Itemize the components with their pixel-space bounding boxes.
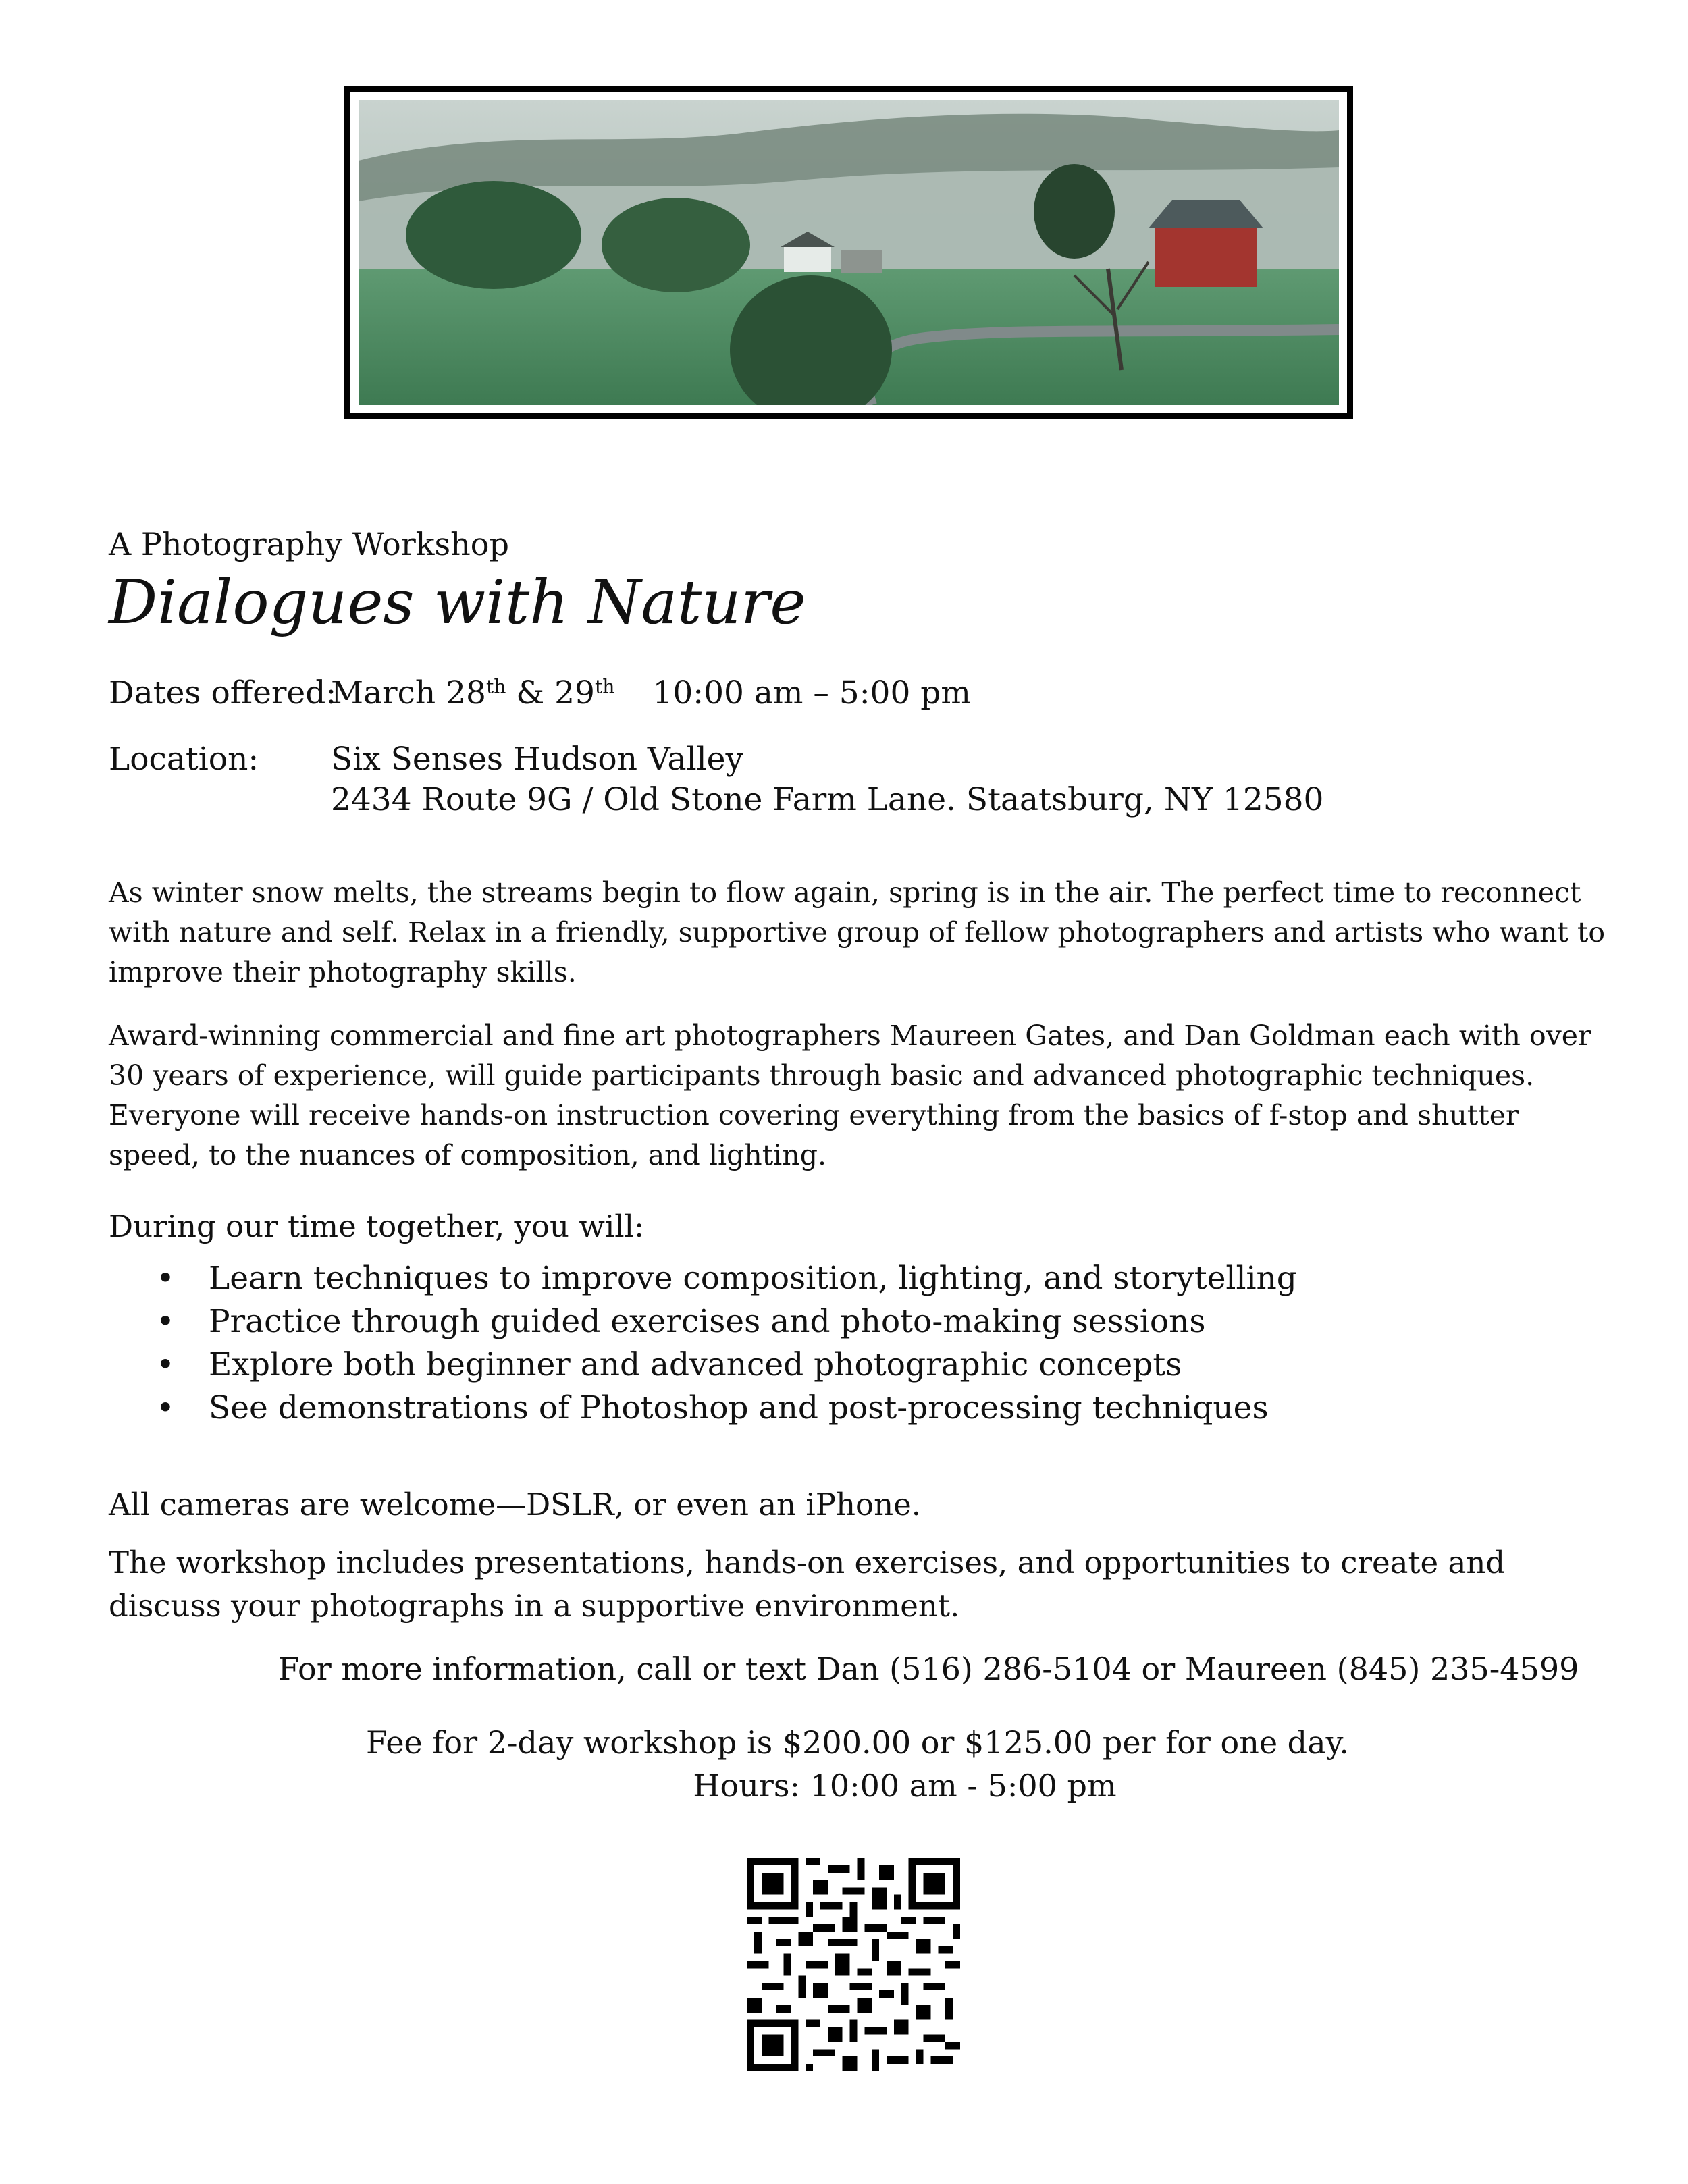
dates-label: Dates offered: — [109, 674, 337, 712]
location-line2: 2434 Route 9G / Old Stone Farm Lane. Staatsburg, NY 12580 — [331, 781, 1324, 818]
date-day1-suffix: th — [485, 675, 506, 698]
landscape-banner-photo — [344, 86, 1353, 419]
list-item: • Practice through guided exercises and photo-making sessions — [109, 1300, 1297, 1343]
bullet-dot: • — [156, 1389, 175, 1427]
during-heading: During our time together, you will: — [109, 1208, 645, 1244]
contact-line: For more information, call or text Dan (516) 286-5104 or Maureen (845) 235-4599 — [278, 1651, 1579, 1687]
date-day2-suffix: th — [594, 675, 615, 698]
qr-code[interactable] — [747, 1858, 960, 2071]
page-title: Dialogues with Nature — [109, 567, 806, 638]
workshop-kicker: A Photography Workshop — [109, 526, 509, 562]
includes-paragraph: The workshop includes presentations, hands-on exercises, and opportunities to create and discuss your photographs in a supportive environment. — [109, 1545, 1506, 1624]
location-line1: Six Senses Hudson Valley — [331, 741, 743, 778]
dates-time: 10:00 am – 5:00 pm — [652, 674, 971, 712]
bullet-dot: • — [156, 1260, 175, 1297]
bullet-list — [109, 1257, 1297, 1430]
fee-line: Fee for 2-day workshop is $200.00 or $125.00 per for one day. — [365, 1724, 1350, 1761]
hours-line: Hours: 10:00 am - 5:00 pm — [693, 1767, 1117, 1804]
dates-value — [331, 672, 971, 714]
farm-landscape-image — [359, 100, 1339, 405]
list-item: • Learn techniques to improve composition, lighting, and storytelling — [109, 1257, 1297, 1300]
bullet-dot: • — [156, 1346, 175, 1383]
location-label: Location: — [109, 741, 259, 778]
list-item: • Explore both beginner and advanced photographic concepts — [109, 1343, 1297, 1387]
date-day2: & 29 — [506, 674, 595, 712]
bullet-dot: • — [156, 1303, 175, 1340]
list-item: • See demonstrations of Photoshop and post-processing techniques — [109, 1387, 1297, 1430]
cameras-paragraph: All cameras are welcome—DSLR, or even an iPhone. — [109, 1487, 922, 1522]
intro-paragraph: As winter snow melts, the streams begin to flow again, spring is in the air. The perfect time to reconnect with nature and self. Relax in a friendly, supportive group of fellow photographers and artists who want to improve their photography skills. — [109, 876, 1606, 988]
instructors-paragraph: Award-winning commercial and fine art photographers Maureen Gates, and Dan Goldman each with over 30 years of experience, will guide participants through basic and advanced photographic techniques. Everyone will receive hands-on instruction covering everything from the basics of f-stop and shutter speed, to the nuances of composition, and lighting. — [109, 1019, 1591, 1171]
date-day1: March 28 — [331, 674, 486, 712]
